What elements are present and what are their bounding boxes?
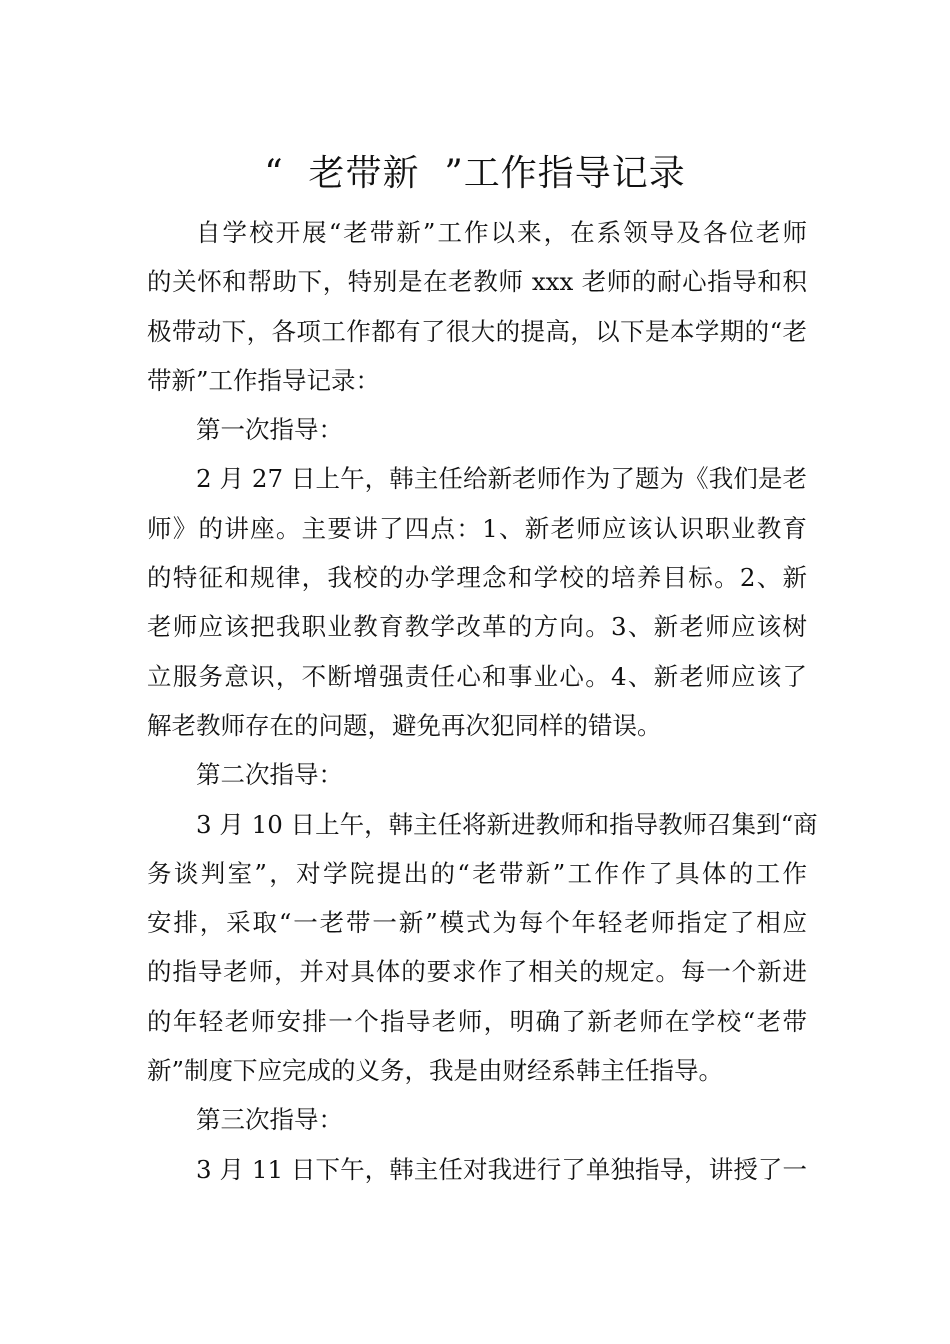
text-line: 第二次指导： <box>196 760 343 790</box>
text-line: 带新”工作指导记录： <box>147 365 381 395</box>
text-line: 务谈判室”，对学院提出的“老带新”工作作了具体的工作 <box>147 858 807 888</box>
text-line: 新”制度下应完成的义务，我是由财经系韩主任指导。 <box>147 1056 724 1086</box>
text-line: 师》的讲座。主要讲了四点：1、新老师应该认识职业教育 <box>147 513 807 543</box>
text-line: 安排，采取“一老带一新”模式为每个年轻老师指定了相应 <box>147 908 807 938</box>
text-line: 解老教师存在的问题，避免再次犯同样的错误。 <box>147 710 662 740</box>
text-line: 2 月 27 日上午，韩主任给新老师作为了题为《我们是老 <box>196 464 807 494</box>
text-line: 的特征和规律，我校的办学理念和学校的培养目标。2、新 <box>147 563 807 593</box>
text-line: 第一次指导： <box>196 415 343 445</box>
text-line: 立服务意识，不断增强责任心和事业心。4、新老师应该了 <box>147 661 807 691</box>
text-line: 自学校开展“老带新”工作以来，在系领导及各位老师 <box>196 218 807 247</box>
document-title: “ 老带新 ”工作指导记录 <box>264 153 686 194</box>
text-line: 的指导老师，并对具体的要求作了相关的规定。每一个新进 <box>147 957 807 987</box>
document-body <box>147 208 818 1194</box>
text-line: 3 月 10 日上午，韩主任将新进教师和指导教师召集到“商 <box>196 809 818 839</box>
text-line: 第三次指导： <box>196 1105 343 1135</box>
text-line: 的年轻老师安排一个指导老师，明确了新老师在学校“老带 <box>147 1006 807 1036</box>
text-line: 极带动下，各项工作都有了很大的提高，以下是本学期的“老 <box>147 316 807 346</box>
text-line: 3 月 11 日下午，韩主任对我进行了单独指导，讲授了一 <box>196 1154 807 1184</box>
text-line: 老师应该把我职业教育教学改革的方向。3、新老师应该树 <box>147 612 807 642</box>
text-line: 的关怀和帮助下，特别是在老教师 xxx 老师的耐心指导和积 <box>147 267 807 297</box>
